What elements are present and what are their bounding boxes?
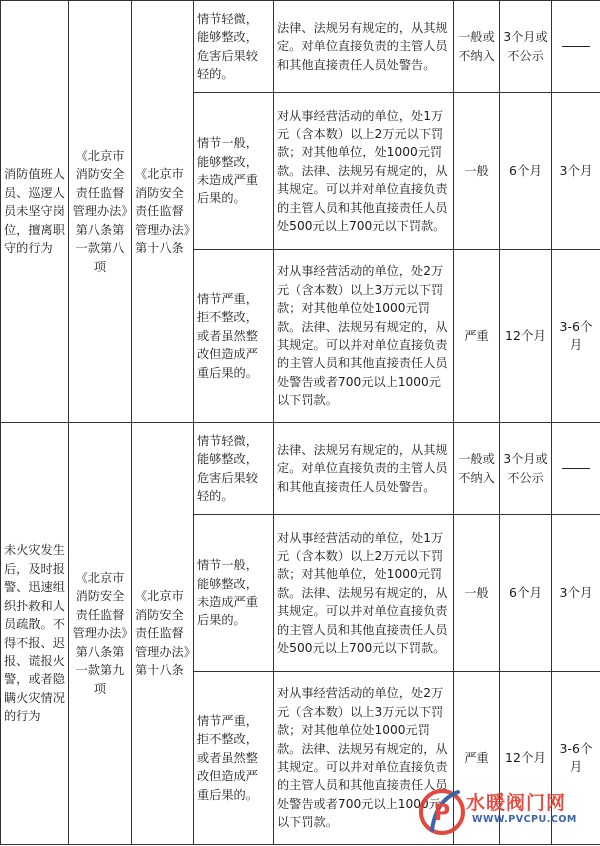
min-period-cell: [552, 423, 600, 515]
level-cell: 严重: [454, 672, 500, 845]
period-cell: 6个月: [500, 93, 552, 250]
behavior-cell: 消防值班人员、巡逻人员未坚守岗位，擅离职守的行为: [1, 1, 69, 423]
penalty-basis-cell: 《北京市消防安全责任监督管理办法》第十八条: [132, 423, 194, 845]
circumstance-cell: 情节一般，能够整改，未造成严重后果的。: [194, 515, 274, 672]
circumstance-cell: 情节轻微，能够整改，危害后果较轻的。: [194, 423, 274, 515]
standard-cell: 对从事经营活动的单位，处1万元（含本数）以上2万元以下罚款；对其他单位，处1000元罚款。法律、法规另有规定的，从其规定。可以并对单位直接负责的主管人员和其他直接责任人员处500元以上700元以下罚款。: [274, 93, 454, 250]
min-period-cell: 3-6个月: [552, 672, 600, 845]
circumstance-cell: 情节一般，能够整改，未造成严重后果的。: [194, 93, 274, 250]
behavior-cell: 未火灾发生后，及时报警、迅速组织扑救和人员疏散。不得不报、迟报、谎报火警，或者隐瞒火灾情况的行为: [1, 423, 69, 845]
min-period-cell: 3个月: [552, 515, 600, 672]
watermark-name: 水暖阀门网: [466, 792, 567, 814]
level-cell: 严重: [454, 250, 500, 423]
period-cell: 6个月: [500, 515, 552, 672]
table-row: [1, 423, 600, 515]
min-period-cell: [552, 1, 600, 93]
circumstance-cell: 情节严重，拒不整改，或者虽然整改但造成严重后果的。: [194, 250, 274, 423]
level-cell: 一般: [454, 515, 500, 672]
watermark-logo-letter: P: [434, 801, 451, 826]
standard-cell: 对从事经营活动的单位，处1万元（含本数）以上2万元以下罚款；对其他单位，处1000元罚款。法律、法规另有规定的，从其规定。可以并对单位直接负责的主管人员和其他直接责任人员处500元以上700元以下罚款。: [274, 515, 454, 672]
period-cell: 3个月或不公示: [500, 423, 552, 515]
circumstance-cell: 情节轻微，能够整改，危害后果较轻的。: [194, 1, 274, 93]
standard-cell: 法律、法规另有规定的，从其规定。对单位直接负责的主管人员和其他直接责任人员处警告。: [274, 1, 454, 93]
dash-mark: [562, 46, 590, 47]
level-cell: 一般: [454, 93, 500, 250]
watermark-url: WWW.PVCPU.COM: [472, 814, 577, 825]
basis-cell: 《北京市消防安全责任监督管理办法》第八条第一款第九项: [69, 423, 132, 845]
period-cell: 12个月: [500, 672, 552, 845]
table-row: [1, 1, 600, 93]
period-cell: 3个月或不公示: [500, 1, 552, 93]
level-cell: 一般或不纳入: [454, 423, 500, 515]
standard-cell: 对从事经营活动的单位，处2万元（含本数）以上3万元以下罚款；对其他单位处1000元罚款。法律、法规另有规定的，从其规定。可以并对单位直接负责的主管人员和其他直接责任人员处警告或者700元以上1000元以下罚款。: [274, 250, 454, 423]
basis-cell: 《北京市消防安全责任监督管理办法》第八条第一款第八项: [69, 1, 132, 423]
dash-mark: [562, 468, 590, 469]
min-period-cell: 3-6个月: [552, 250, 600, 423]
min-period-cell: 3个月: [552, 93, 600, 250]
standard-cell: 法律、法规另有规定的，从其规定。对单位直接负责的主管人员和其他直接责任人员处警告。: [274, 423, 454, 515]
standard-cell: 对从事经营活动的单位，处2万元（含本数）以上3万元以下罚款；对其他单位处1000元罚款。法律、法规另有规定的，从其规定。可以并对单位直接负责的主管人员和其他直接责任人员处警告或者700元以上1000元以下罚款。: [274, 672, 454, 845]
penalty-basis-cell: 《北京市消防安全责任监督管理办法》第十八条: [132, 1, 194, 423]
period-cell: 12个月: [500, 250, 552, 423]
level-cell: 一般或不纳入: [454, 1, 500, 93]
circumstance-cell: 情节严重，拒不整改，或者虽然整改但造成严重后果的。: [194, 672, 274, 845]
